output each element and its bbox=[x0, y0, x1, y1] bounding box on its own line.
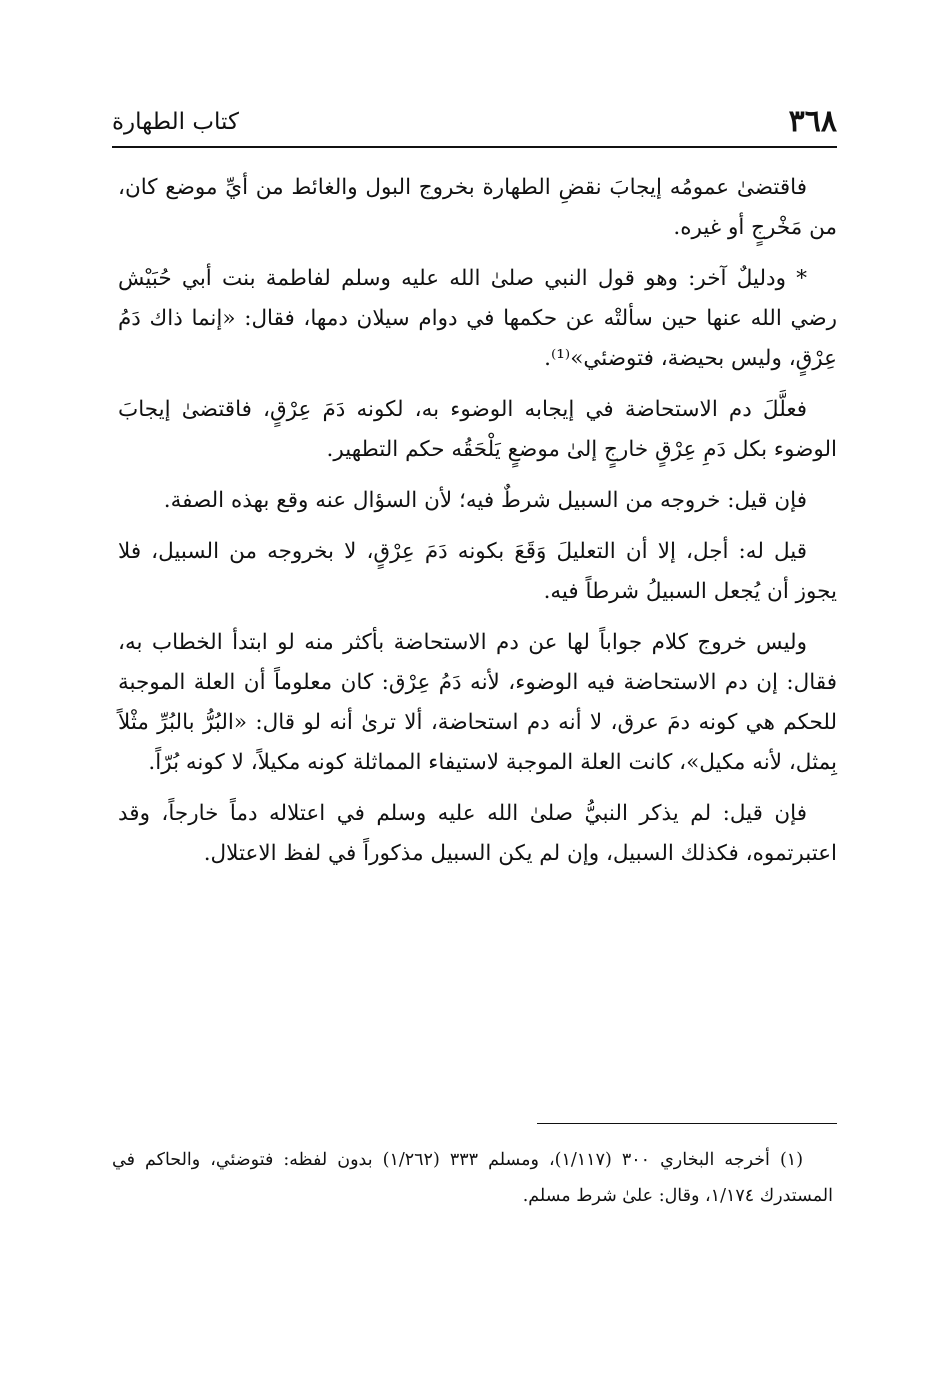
paragraph: وليس خروج كلام جواباً لها عن دم الاستحاضة بأكثر منه لو ابتدأ الخطاب به، فقال: إن دم الاستحاضة فيه الوضوء، لأنه دَمُ عِرْق: كان معلوماً أن العلة الموجبة للحكم هي كونه دمَ عرق، لا أنه دم استحاضة، ألا ترىٰ أنه لو قال: «البُرُّ بالبُرِّ مثْلاً بِمثل، لأنه مكيل»، كانت العلة الموجبة لاستيفاء المماثلة كونه مكيلاً، لا كونه بُرّاً. bbox=[118, 630, 837, 775]
paragraph: * ودليلٌ آخر: وهو قول النبي صلىٰ الله عليه وسلم لفاطمة بنت أبي حُبَيْش رضي الله عنها حين سألتْه عن حكمها في دوام سيلان دمها، فقال: «إنما ذاك دَمُ عِرْقٍ، وليس بحيضة، فتوضئي»⁽¹⁾. bbox=[118, 266, 837, 371]
paragraph: فعلَّلَ دم الاستحاضة في إيجابه الوضوء به، لكونه دَمَ عِرْقٍ، فاقتضىٰ إيجابَ الوضوء بكل دَمِ عِرْقٍ خارجٍ إلىٰ موضعٍ يَلْحَقُه حكم التطهير. bbox=[118, 397, 837, 462]
footnotes bbox=[112, 1142, 833, 1214]
running-title: كتاب الطهارة bbox=[112, 109, 239, 135]
page-header bbox=[112, 92, 837, 142]
page-number: ٣٦٨ bbox=[788, 104, 837, 139]
paragraph: فاقتضىٰ عمومُه إيجابَ نقضِ الطهارة بخروج البول والغائط من أيِّ موضع كان، من مَخْرجٍ أو غيره. bbox=[118, 175, 837, 240]
paragraph: فإن قيل: خروجه من السبيل شرطٌ فيه؛ لأن السؤال عنه وقع بهذه الصفة. bbox=[163, 488, 807, 513]
paragraph: فإن قيل: لم يذكر النبيُّ صلىٰ الله عليه وسلم في اعتلاله دماً خارجاً، وقد اعتبرتموه، فكذلك السبيل، وإن لم يكن السبيل مذكوراً في لفظ الاعتلال. bbox=[118, 801, 837, 866]
paragraph: قيل له: أجل، إلا أن التعليلَ وَقَعَ بكونه دَمَ عِرْقٍ، لا بخروجه من السبيل، فلا يجوز أن يُجعل السبيلُ شرطاً فيه. bbox=[118, 539, 837, 604]
body-text bbox=[118, 168, 837, 885]
footnote: (١) أخرجه البخاري ٣٠٠ (١/١١٧)، ومسلم ٣٣٣ (١/٢٦٢) بدون لفظه: فتوضئي، والحاكم في المستدرك ١/١٧٤، وقال: علىٰ شرط مسلم. bbox=[112, 1150, 833, 1206]
header-rule bbox=[112, 146, 837, 148]
footnote-rule bbox=[537, 1123, 837, 1124]
